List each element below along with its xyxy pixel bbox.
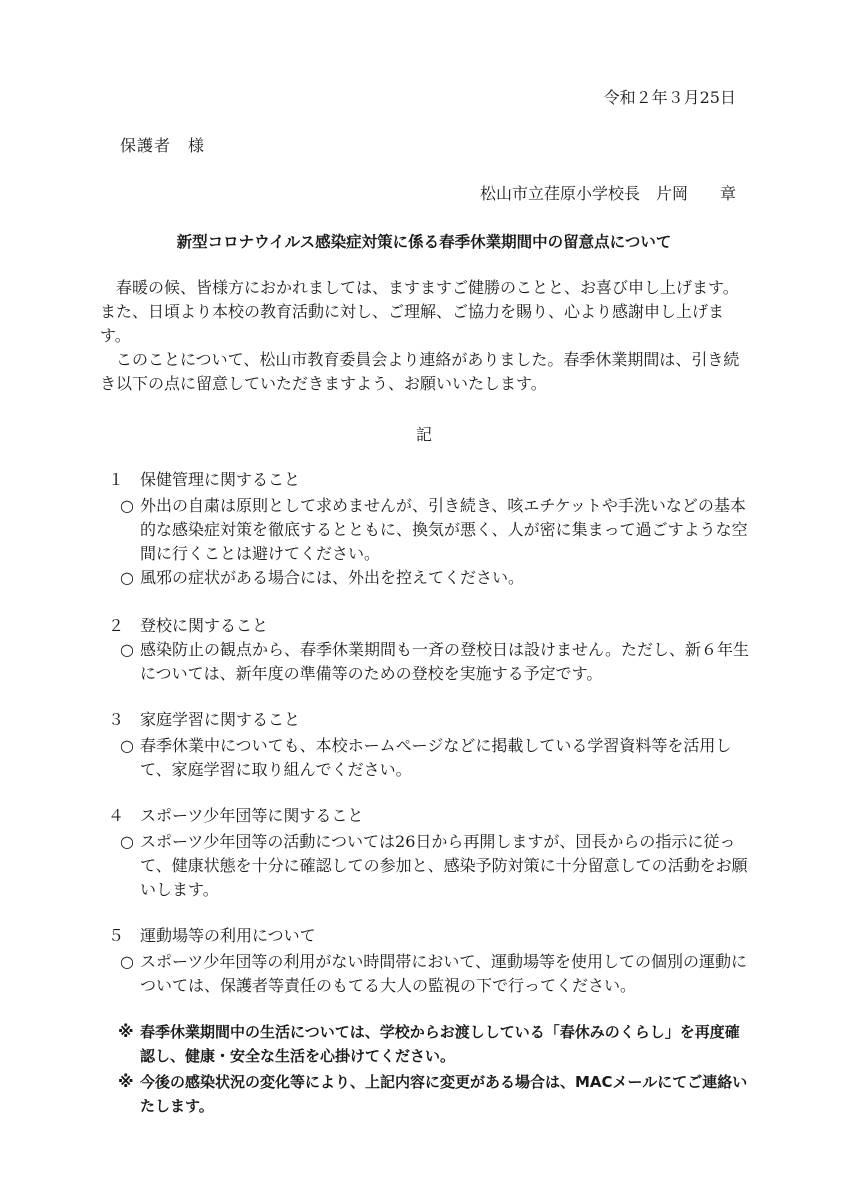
bullet-text: 春季休業中についても、本校ホームページなどに掲載している学習資料等を活用して、家庭学習に取り組んでください。 xyxy=(140,736,732,779)
list-item xyxy=(108,494,753,566)
section-heading: ３ 家庭学習に関すること xyxy=(108,710,301,729)
ki-heading: 記 xyxy=(415,425,432,444)
note-text: 春季休業期間中の生活については、学校からお渡ししている「春休みのくらし」を再度確認し、健康・安全な生活を心掛けてください。 xyxy=(140,1023,740,1065)
circle-bullet-icon: ○ xyxy=(120,952,134,971)
bullet-text: スポーツ少年団等の活動については26日から再開しますが、団長からの指示に従って、健康状態を十分に確認しての参加と、感染予防対策に十分留意しての活動をお願いします。 xyxy=(140,832,748,899)
intro-paragraph: 春暖の候、皆様方におかれましては、ますますご健勝のことと、お喜び申し上げます。また、日頃より本校の教育活動に対し、ご理解、ご協力を賜り、心より感謝申し上げます。 xyxy=(100,278,739,345)
note-item xyxy=(112,1020,752,1068)
section-heading: ５ 運動場等の利用について xyxy=(108,926,316,945)
bullet-text: 風邪の症状がある場合には、外出を控えてください。 xyxy=(140,568,525,587)
document-date: 令和２年３月25日 xyxy=(603,88,736,107)
section-heading: ２ 登校に関すること xyxy=(108,616,269,635)
circle-bullet-icon: ○ xyxy=(120,640,134,659)
list-item xyxy=(108,734,753,782)
list-item xyxy=(108,638,753,686)
circle-bullet-icon: ○ xyxy=(120,496,134,515)
note-item xyxy=(112,1070,752,1118)
circle-bullet-icon: ○ xyxy=(120,736,134,755)
intro-paragraph: このことについて、松山市教育委員会より連絡がありました。春季休業期間は、引き続き以下の点に留意していただきますよう、お願いいたします。 xyxy=(100,350,740,393)
list-item xyxy=(108,566,753,590)
list-item xyxy=(108,830,753,902)
sender: 松山市立荏原小学校長 片岡 章 xyxy=(479,184,736,203)
recipient: 保護者 様 xyxy=(120,136,206,155)
note-text: 今後の感染状況の変化等により、上記内容に変更がある場合は、MACメールにてご連絡いたします。 xyxy=(140,1073,748,1115)
circle-bullet-icon: ○ xyxy=(120,832,134,851)
document-title: 新型コロナウイルス感染症対策に係る春季休業期間中の留意点について xyxy=(176,233,672,251)
bullet-text: 外出の自粛は原則として求めませんが、引き続き、咳エチケットや手洗いなどの基本的な感染症対策を徹底するとともに、換気が悪く、人が密に集まって過ごすような空間に行くことは避けてください。 xyxy=(140,496,748,563)
bullet-text: 感染防止の観点から、春季休業期間も一斉の登校日は設けません。ただし、新６年生については、新年度の準備等のための登校を実施する予定です。 xyxy=(140,640,749,683)
section-heading: ４ スポーツ少年団等に関すること xyxy=(108,806,364,825)
section-heading: １ 保健管理に関すること xyxy=(108,470,301,489)
reference-mark-icon: ※ xyxy=(118,1022,134,1041)
circle-bullet-icon: ○ xyxy=(120,568,134,587)
reference-mark-icon: ※ xyxy=(118,1072,134,1091)
bullet-text: スポーツ少年団等の利用がない時間帯において、運動場等を使用しての個別の運動については、保護者等責任のもてる大人の監視の下で行ってください。 xyxy=(140,952,748,995)
list-item xyxy=(108,950,753,998)
